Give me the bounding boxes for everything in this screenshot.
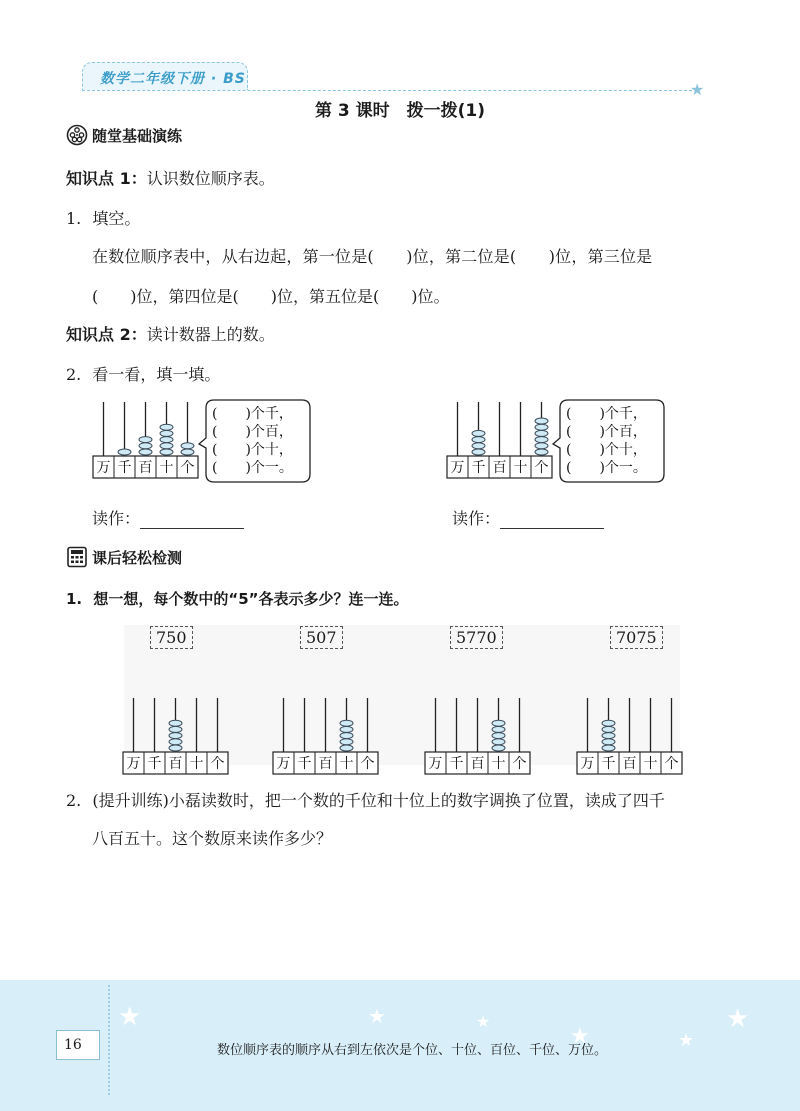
question-number: 2.: [66, 791, 82, 810]
abacus-right: [446, 400, 553, 480]
page-number: 16: [64, 1037, 82, 1053]
read-as-right: [452, 506, 604, 529]
question-number: 2.: [66, 365, 82, 384]
check-question-2: [66, 788, 665, 811]
abacus-place-label: 千: [601, 756, 616, 772]
abacus-bead: [602, 720, 615, 726]
abacus-bead: [535, 443, 548, 449]
abacus-bead: [169, 745, 182, 751]
abacus-place-label: 十: [159, 460, 174, 476]
check-question-1: [66, 588, 409, 609]
footer-tip: 数位顺序表的顺序从右到左依次是个位、十位、百位、千位、万位。: [217, 1043, 608, 1058]
number-box-507[interactable]: 507: [300, 626, 343, 649]
abacus-place-label: 千: [117, 460, 132, 476]
abacus-bead: [139, 449, 152, 455]
abacus-bead: [535, 424, 548, 430]
question-1: [66, 206, 140, 229]
abacus-bead: [472, 430, 485, 436]
abacus-place-label: 百: [138, 460, 153, 476]
abacus-bead: [139, 437, 152, 443]
section-heading-check: [66, 546, 182, 568]
knowledge-point-1: [66, 166, 275, 189]
abacus-place-label: 千: [449, 756, 464, 772]
abacus-bead: [181, 449, 194, 455]
abacus-place-label: 个: [664, 756, 679, 772]
bubble-line: ( )个一。: [566, 460, 647, 476]
star-icon: ★: [726, 1004, 750, 1034]
question-1-line-2: ( )位，第四位是( )位，第五位是( )位。: [92, 287, 450, 306]
abacus-bead: [169, 733, 182, 739]
question-number: 1.: [66, 590, 83, 608]
question-title: 填空。: [92, 209, 141, 228]
abacus-place-label: 百: [470, 756, 485, 772]
abacus-bead: [340, 720, 353, 726]
abacus-left: [92, 400, 199, 480]
abacus-place-label: 百: [622, 756, 637, 772]
abacus-bead: [472, 443, 485, 449]
read-as-label: 读作：: [92, 509, 141, 528]
abacus-bead: [118, 449, 131, 455]
abacus-place-label: 个: [360, 756, 375, 772]
abacus-bead: [602, 733, 615, 739]
abacus-place-label: 千: [297, 756, 312, 772]
abacus-bead: [492, 739, 505, 745]
question-2: [66, 362, 220, 385]
abacus-place-label: 个: [180, 460, 195, 476]
abacus-place-label: 万: [428, 756, 443, 772]
read-as-left: [92, 506, 244, 529]
star-icon: ★: [570, 1024, 590, 1049]
number-box-7075[interactable]: 7075: [610, 626, 663, 649]
abacus-place-label: 十: [339, 756, 354, 772]
abacus-bead: [169, 726, 182, 732]
bubble-line: ( )个百，: [212, 424, 293, 440]
number-box-5770[interactable]: 5770: [450, 626, 503, 649]
question-number: 1.: [66, 209, 82, 228]
abacus-place-label: 百: [492, 460, 507, 476]
knowledge-point-text: 读计数器上的数。: [146, 325, 275, 344]
star-icon: ★: [678, 1030, 695, 1051]
abacus-place-label: 百: [318, 756, 333, 772]
abacus-place-label: 千: [471, 460, 486, 476]
calculator-icon: [66, 546, 88, 568]
bubble-line: ( )个千，: [212, 406, 293, 422]
bubble-line: ( )个一。: [212, 460, 293, 476]
abacus-bead: [160, 437, 173, 443]
abacus-bead: [472, 437, 485, 443]
abacus-bead: [160, 449, 173, 455]
abacus-place-label: 个: [534, 460, 549, 476]
abacus-bead: [160, 430, 173, 436]
abacus-bead: [181, 443, 194, 449]
star-icon: ★: [476, 1012, 491, 1031]
answer-blank[interactable]: [500, 511, 604, 529]
abacus-place-label: 万: [126, 756, 141, 772]
section-heading-practice: [66, 124, 182, 146]
question-title: 想一想，每个数中的“5”各表示多少？连一连。: [93, 590, 409, 608]
question-1-line-1: 在数位顺序表中，从右边起，第一位是( )位，第二位是( )位，第三位是: [92, 247, 653, 266]
abacus-place-label: 万: [580, 756, 595, 772]
answer-blank[interactable]: [140, 511, 244, 529]
abacus-bead: [340, 745, 353, 751]
abacus-small-3[interactable]: [424, 696, 531, 776]
abacus-place-label: 十: [513, 460, 528, 476]
abacus-bead: [492, 733, 505, 739]
abacus-bead: [340, 739, 353, 745]
abacus-bead: [535, 449, 548, 455]
abacus-place-label: 万: [96, 460, 111, 476]
abacus-small-1[interactable]: [122, 696, 229, 776]
abacus-bead: [535, 418, 548, 424]
abacus-place-label: 个: [210, 756, 225, 772]
header-divider: [82, 90, 692, 91]
abacus-bead: [492, 745, 505, 751]
abacus-bead: [340, 726, 353, 732]
star-icon: ★: [118, 1002, 142, 1032]
speech-bubble-left: [198, 398, 312, 488]
abacus-bead: [602, 726, 615, 732]
bubble-line: ( )个百，: [566, 424, 647, 440]
abacus-place-label: 万: [450, 460, 465, 476]
section-title: 随堂基础演练: [92, 126, 183, 145]
abacus-small-4[interactable]: [576, 696, 683, 776]
footer-divider: [108, 985, 110, 1095]
section-title: 课后轻松检测: [92, 548, 183, 567]
lesson-title: 第 3 课时 拨一拨(1): [314, 101, 486, 121]
knowledge-point-label: 知识点 1：: [66, 169, 147, 188]
abacus-bead: [160, 424, 173, 430]
abacus-place-label: 万: [276, 756, 291, 772]
abacus-place-label: 十: [491, 756, 506, 772]
check-question-2-line-2: 八百五十。这个数原来读作多少？: [92, 829, 333, 848]
abacus-place-label: 个: [512, 756, 527, 772]
abacus-bead: [535, 437, 548, 443]
abacus-bead: [160, 443, 173, 449]
abacus-bead: [169, 739, 182, 745]
abacus-bead: [492, 720, 505, 726]
abacus-place-label: 十: [189, 756, 204, 772]
abacus-bead: [535, 430, 548, 436]
abacus-bead: [340, 733, 353, 739]
film-reel-icon: [66, 124, 88, 146]
knowledge-point-2: [66, 322, 275, 345]
speech-bubble-right: [552, 398, 666, 488]
bubble-line: ( )个千，: [566, 406, 647, 422]
abacus-bead: [602, 745, 615, 751]
question-text-line-1: (提升训练)小磊读数时，把一个数的千位和十位上的数字调换了位置，读成了四千: [92, 791, 665, 810]
question-title: 看一看，填一填。: [92, 365, 221, 384]
abacus-place-label: 十: [643, 756, 658, 772]
abacus-bead: [169, 720, 182, 726]
abacus-bead: [602, 739, 615, 745]
abacus-place-label: 千: [147, 756, 162, 772]
header-tab-label: 数学二年级下册 · BS: [100, 71, 246, 87]
knowledge-point-text: 认识数位顺序表。: [146, 169, 275, 188]
abacus-small-2[interactable]: [272, 696, 379, 776]
read-as-label: 读作：: [452, 509, 501, 528]
star-icon: ★: [690, 80, 705, 99]
knowledge-point-label: 知识点 2：: [66, 325, 147, 344]
abacus-bead: [472, 449, 485, 455]
number-box-750[interactable]: 750: [150, 626, 193, 649]
abacus-bead: [139, 443, 152, 449]
bubble-line: ( )个十，: [212, 442, 293, 458]
abacus-bead: [492, 726, 505, 732]
star-icon: ★: [368, 1004, 386, 1028]
abacus-place-label: 百: [168, 756, 183, 772]
bubble-line: ( )个十，: [566, 442, 647, 458]
